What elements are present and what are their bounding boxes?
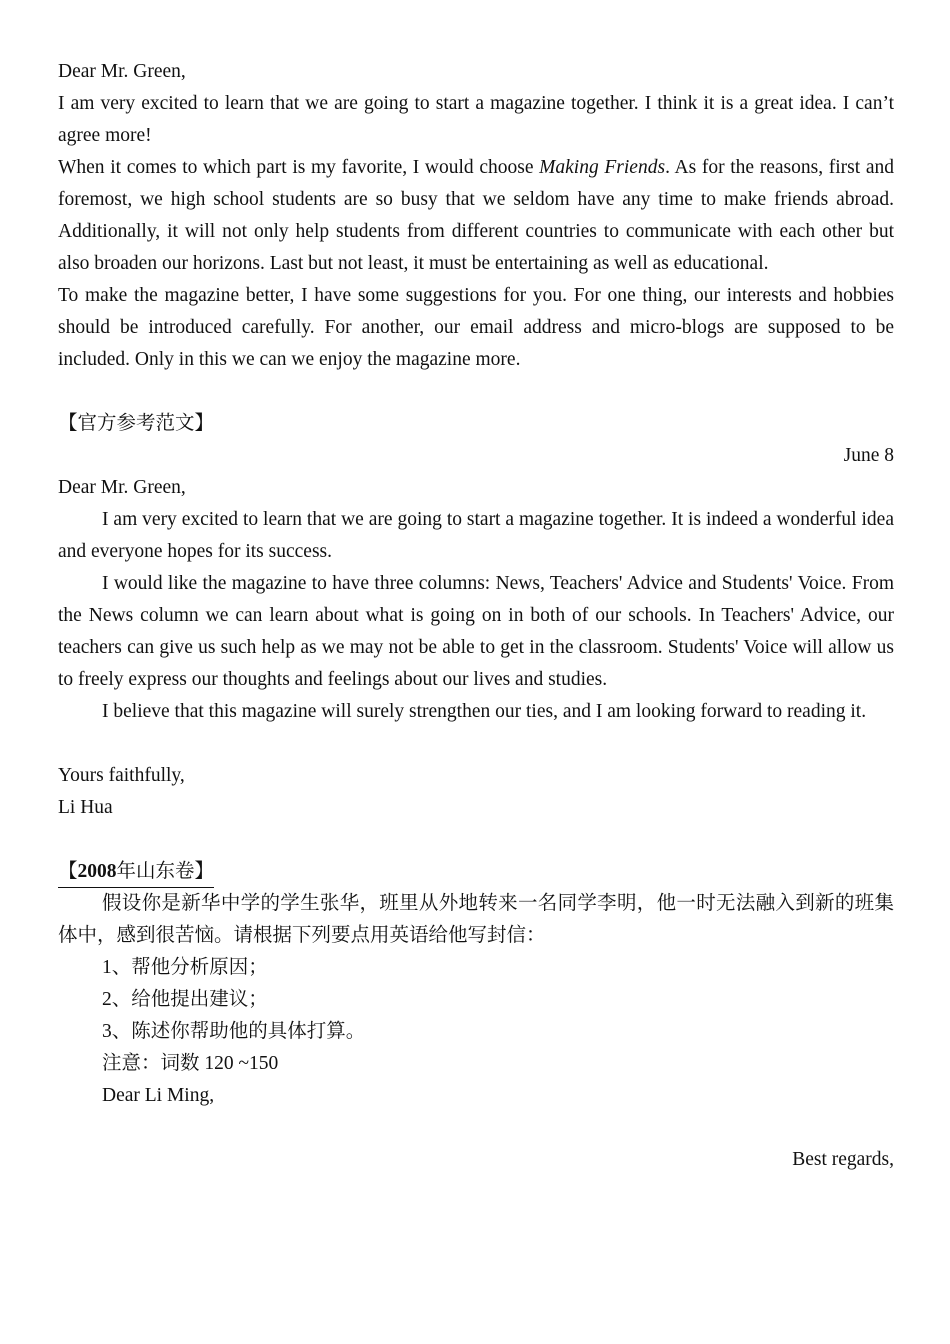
section-2008-title-rest: 年山东卷】 [116,861,215,882]
official-paragraph-1: I am very excited to learn that we are going to start a magazine together. It is indeed a wonderful idea and everyone hopes for its success. [58,509,894,562]
official-paragraph-3: I believe that this magazine will surely strengthen our ties, and I am looking forward to reading it. [102,701,867,722]
letter1-p2-italic: Making Friends [539,157,666,178]
spacer [58,728,894,760]
requirement-item: 2、给他提出建议； [102,989,268,1010]
official-heading: 【官方参考范文】 [58,413,215,434]
letter1-paragraph-2 [58,152,894,280]
spacer [58,824,894,856]
section-2008-title [58,857,214,888]
official-paragraph-2: I would like the magazine to have three columns: News, Teachers' Advice and Students' Voice. From the News column we can learn about what is going on in both of our schools. In Teachers' Advice, our teachers can give us such help as we may not be able to get in the classroom. Students' Voice will allow us to freely express our thoughts and feelings about our lives and studies. [58,573,894,690]
letter1-p2-after: . As for the reasons, first and foremost, we high school students are so busy that we seldom have any time to make friends abroad. Additionally, it will not only help students from different countries to communicate with each other but also broaden our horizons. Last but not least, it must be entertaining as well as educational. [58,157,895,274]
document-page [58,56,894,1176]
section-2008-heading [58,856,894,888]
section-2008-closing: Best regards, [792,1149,894,1170]
requirement-item: 1、帮他分析原因； [102,957,268,978]
section-2008-prompt: 假设你是新华中学的学生张华，班里从外地转来一名同学李明，他一时无法融入到新的班集体中，感到很苦恼。请根据下列要点用英语给他写封信： [58,893,894,946]
official-closing: Yours faithfully, [58,765,185,786]
official-date: June 8 [843,445,894,466]
official-signature: Li Hua [58,797,113,818]
letter1-paragraph-3: To make the magazine better, I have some suggestions for you. For one thing, our interests and hobbies should be introduced carefully. For another, our email address and micro-blogs are supposed to be included. Only in this we can we enjoy the magazine more. [58,285,894,370]
spacer [58,1112,894,1144]
section-2008-bracket: 【 [58,861,78,882]
word-count-note: 注意：词数 120 ~150 [102,1053,279,1074]
letter1-p2-before: When it comes to which part is my favorite, I would choose [58,157,540,178]
letter1-paragraph-1: I am very excited to learn that we are going to start a magazine together. I think it is a great idea. I can’t agree more! [58,93,894,146]
section-2008-salutation: Dear Li Ming, [102,1085,215,1106]
letter1-salutation: Dear Mr. Green, [58,61,186,82]
section-2008-year: 2008 [77,861,117,882]
official-salutation: Dear Mr. Green, [58,477,186,498]
spacer [58,376,894,408]
requirement-item: 3、陈述你帮助他的具体打算。 [102,1021,366,1042]
